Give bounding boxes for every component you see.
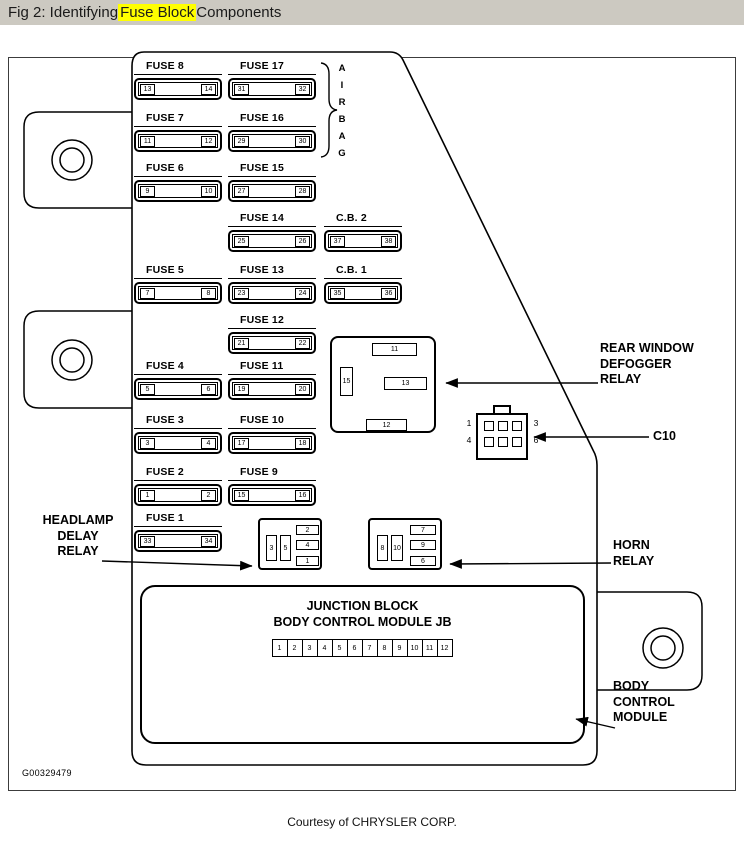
fuse-pin: 31 bbox=[234, 84, 249, 95]
relay-pin: 10 bbox=[391, 535, 403, 561]
circuit-breaker-1 bbox=[324, 264, 402, 304]
fuse-inner bbox=[232, 134, 312, 148]
defogger-relay-label bbox=[600, 341, 694, 388]
airbag-label bbox=[336, 63, 348, 159]
rear-window-defogger-relay bbox=[330, 336, 436, 433]
fuse-body bbox=[228, 130, 316, 152]
relay-pin: 4 bbox=[296, 540, 319, 550]
fuse-inner bbox=[138, 436, 218, 450]
label-line: RELAY bbox=[57, 544, 99, 558]
c10-cavity bbox=[484, 421, 494, 431]
jb-pin: 12 bbox=[437, 639, 453, 657]
fuse-inner bbox=[232, 488, 312, 502]
fuse-inner bbox=[138, 488, 218, 502]
label-line: RELAY bbox=[600, 372, 642, 386]
junction-block-pin-strip bbox=[142, 639, 583, 657]
fuse-body bbox=[228, 230, 316, 252]
fuse-body bbox=[324, 230, 402, 252]
airbag-letter: R bbox=[338, 97, 346, 108]
fuse-inner bbox=[232, 234, 312, 248]
relay-pin: 2 bbox=[296, 525, 319, 535]
fuse-12 bbox=[228, 314, 316, 354]
fuse-label: FUSE 6 bbox=[134, 162, 222, 177]
jb-pin: 10 bbox=[407, 639, 423, 657]
relay-pin: 15 bbox=[340, 367, 353, 396]
label-line: DEFOGGER bbox=[600, 356, 672, 371]
body-control-module-label bbox=[613, 679, 675, 726]
fuse-inner bbox=[328, 234, 398, 248]
fuse-pin: 36 bbox=[381, 288, 396, 299]
fuse-pin: 9 bbox=[140, 186, 155, 197]
fuse-1 bbox=[134, 512, 222, 552]
c10-pin-number: 1 bbox=[466, 418, 472, 428]
headlamp-relay-label bbox=[34, 513, 122, 560]
fuse-body bbox=[228, 78, 316, 100]
fuse-body bbox=[228, 484, 316, 506]
fuse-pin: 14 bbox=[201, 84, 216, 95]
junction-block-title: JUNCTION BLOCK bbox=[306, 599, 419, 613]
label-line: MODULE bbox=[613, 710, 668, 724]
figure-code: G00329479 bbox=[22, 768, 72, 778]
relay-pin: 7 bbox=[410, 525, 436, 535]
mounting-tab-left-bottom bbox=[24, 311, 136, 408]
label-line: REAR WINDOW bbox=[600, 341, 694, 355]
jb-pin: 6 bbox=[347, 639, 363, 657]
c10-pin-number: 4 bbox=[466, 435, 472, 445]
fuse-inner bbox=[328, 286, 398, 300]
fuse-inner bbox=[232, 82, 312, 96]
fuse-8 bbox=[134, 60, 222, 100]
fuse-pin: 21 bbox=[234, 338, 249, 349]
fuse-inner bbox=[138, 134, 218, 148]
figure-title-highlight: Fuse Block bbox=[120, 4, 195, 21]
horn-relay-arrow bbox=[450, 563, 611, 564]
fuse-label: FUSE 12 bbox=[228, 314, 316, 329]
jb-pin: 2 bbox=[287, 639, 303, 657]
jb-pin: 1 bbox=[272, 639, 288, 657]
fuse-3 bbox=[134, 414, 222, 454]
fuse-label: FUSE 8 bbox=[134, 60, 222, 75]
fuse-pin: 19 bbox=[234, 384, 249, 395]
label-line: DELAY bbox=[57, 528, 99, 543]
c10-cavity bbox=[512, 421, 522, 431]
fuse-inner bbox=[138, 184, 218, 198]
fuse-label: FUSE 17 bbox=[228, 60, 316, 75]
fuse-pin: 1 bbox=[140, 490, 155, 501]
relay-pin: 5 bbox=[280, 535, 291, 561]
fuse-label: FUSE 9 bbox=[228, 466, 316, 481]
mounting-tab-right bbox=[592, 592, 702, 690]
fuse-pin: 35 bbox=[330, 288, 345, 299]
fuse-pin: 33 bbox=[140, 536, 155, 547]
fuse-label: FUSE 1 bbox=[134, 512, 222, 527]
jb-pin: 5 bbox=[332, 639, 348, 657]
fuse-body bbox=[134, 530, 222, 552]
relay-pin: 11 bbox=[372, 343, 417, 356]
c10-cavity bbox=[498, 437, 508, 447]
fuse-label: FUSE 16 bbox=[228, 112, 316, 127]
fuse-pin: 8 bbox=[201, 288, 216, 299]
c10-cavity bbox=[484, 437, 494, 447]
fuse-pin: 18 bbox=[295, 438, 310, 449]
fuse-6 bbox=[134, 162, 222, 202]
fuse-pin: 5 bbox=[140, 384, 155, 395]
fuse-pin: 20 bbox=[295, 384, 310, 395]
fuse-label: FUSE 4 bbox=[134, 360, 222, 375]
mounting-tab-left-top bbox=[24, 112, 136, 208]
fuse-pin: 3 bbox=[140, 438, 155, 449]
fuse-body bbox=[134, 130, 222, 152]
fuse-label: FUSE 7 bbox=[134, 112, 222, 127]
fuse-5 bbox=[134, 264, 222, 304]
fuse-label: FUSE 3 bbox=[134, 414, 222, 429]
relay-pin: 12 bbox=[366, 419, 407, 431]
fuse-pin: 24 bbox=[295, 288, 310, 299]
c10-pin-number: 6 bbox=[533, 435, 539, 445]
fuse-label: FUSE 13 bbox=[228, 264, 316, 279]
relay-pin: 6 bbox=[410, 556, 436, 566]
airbag-letter: I bbox=[340, 80, 344, 91]
fuse-14 bbox=[228, 212, 316, 252]
fuse-pin: 10 bbox=[201, 186, 216, 197]
fuse-17 bbox=[228, 60, 316, 100]
fuse-inner bbox=[138, 286, 218, 300]
fuse-body bbox=[228, 282, 316, 304]
fuse-pin: 6 bbox=[201, 384, 216, 395]
jb-pin: 8 bbox=[377, 639, 393, 657]
jb-pin: 11 bbox=[422, 639, 438, 657]
horn-relay-label bbox=[613, 538, 654, 569]
relay-pin: 3 bbox=[266, 535, 277, 561]
fuse-body bbox=[228, 332, 316, 354]
fuse-pin: 12 bbox=[201, 136, 216, 147]
fuse-body bbox=[134, 432, 222, 454]
label-line: HORN bbox=[613, 538, 650, 552]
fuse-label: FUSE 11 bbox=[228, 360, 316, 375]
fuse-inner bbox=[138, 534, 218, 548]
fuse-pin: 26 bbox=[295, 236, 310, 247]
fuse-inner bbox=[138, 82, 218, 96]
junction-block-subtitle: BODY CONTROL MODULE JB bbox=[273, 615, 452, 629]
fuse-pin: 38 bbox=[381, 236, 396, 247]
fuse-body bbox=[228, 432, 316, 454]
fuse-pin: 27 bbox=[234, 186, 249, 197]
fuse-pin: 11 bbox=[140, 136, 155, 147]
fuse-11 bbox=[228, 360, 316, 400]
fuse-body bbox=[134, 378, 222, 400]
fuse-inner bbox=[232, 336, 312, 350]
fuse-body bbox=[134, 282, 222, 304]
airbag-letter: A bbox=[338, 131, 346, 142]
label-line: CONTROL bbox=[613, 694, 675, 709]
fuse-body bbox=[134, 180, 222, 202]
fuse-inner bbox=[232, 382, 312, 396]
fuse-label: C.B. 2 bbox=[324, 212, 402, 227]
airbag-letter: B bbox=[338, 114, 346, 125]
jb-pin: 4 bbox=[317, 639, 333, 657]
fuse-pin: 17 bbox=[234, 438, 249, 449]
relay-pin: 13 bbox=[384, 377, 427, 390]
relay-pin: 8 bbox=[377, 535, 388, 561]
fuse-label: FUSE 15 bbox=[228, 162, 316, 177]
fuse-body bbox=[228, 180, 316, 202]
fuse-label: C.B. 1 bbox=[324, 264, 402, 279]
figure-title-suffix: Components bbox=[196, 4, 282, 21]
fuse-pin: 28 bbox=[295, 186, 310, 197]
fuse-body bbox=[134, 78, 222, 100]
fuse-inner bbox=[232, 286, 312, 300]
fuse-16 bbox=[228, 112, 316, 152]
c10-label: C10 bbox=[653, 429, 676, 443]
junction-block bbox=[140, 585, 585, 744]
fuse-pin: 13 bbox=[140, 84, 155, 95]
relay-pin: 1 bbox=[296, 556, 319, 566]
fuse-inner bbox=[232, 436, 312, 450]
fuse-15 bbox=[228, 162, 316, 202]
fuse-label: FUSE 14 bbox=[228, 212, 316, 227]
fuse-13 bbox=[228, 264, 316, 304]
c10-connector bbox=[466, 405, 539, 460]
fuse-label: FUSE 5 bbox=[134, 264, 222, 279]
fuse-label: FUSE 2 bbox=[134, 466, 222, 481]
fuse-9 bbox=[228, 466, 316, 506]
c10-cavity bbox=[512, 437, 522, 447]
courtesy-text: Courtesy of CHRYSLER CORP. bbox=[287, 815, 457, 829]
fuse-pin: 25 bbox=[234, 236, 249, 247]
headlamp-delay-relay bbox=[258, 518, 322, 570]
fuse-4 bbox=[134, 360, 222, 400]
circuit-breaker-2 bbox=[324, 212, 402, 252]
fuse-pin: 7 bbox=[140, 288, 155, 299]
relay-pin: 9 bbox=[410, 540, 436, 550]
fuse-pin: 32 bbox=[295, 84, 310, 95]
c10-pin-number: 3 bbox=[533, 418, 539, 428]
jb-pin: 3 bbox=[302, 639, 318, 657]
fuse-pin: 2 bbox=[201, 490, 216, 501]
label-line: RELAY bbox=[613, 553, 655, 568]
fuse-body bbox=[324, 282, 402, 304]
c10-cavity bbox=[498, 421, 508, 431]
fuse-pin: 15 bbox=[234, 490, 249, 501]
fuse-pin: 4 bbox=[201, 438, 216, 449]
fuse-body bbox=[134, 484, 222, 506]
fuse-inner bbox=[138, 382, 218, 396]
fuse-pin: 30 bbox=[295, 136, 310, 147]
fuse-10 bbox=[228, 414, 316, 454]
fuse-pin: 34 bbox=[201, 536, 216, 547]
airbag-letter: G bbox=[338, 148, 346, 159]
fuse-2 bbox=[134, 466, 222, 506]
airbag-letter: A bbox=[338, 63, 346, 74]
fuse-pin: 22 bbox=[295, 338, 310, 349]
fuse-7 bbox=[134, 112, 222, 152]
jb-pin: 9 bbox=[392, 639, 408, 657]
c10-body bbox=[476, 413, 528, 460]
fuse-body bbox=[228, 378, 316, 400]
figure-title-prefix: Fig 2: Identifying bbox=[8, 4, 119, 21]
fuse-pin: 29 bbox=[234, 136, 249, 147]
fuse-pin: 37 bbox=[330, 236, 345, 247]
fuse-label: FUSE 10 bbox=[228, 414, 316, 429]
fuse-inner bbox=[232, 184, 312, 198]
horn-relay bbox=[368, 518, 442, 570]
label-line: BODY bbox=[613, 679, 650, 693]
fuse-pin: 16 bbox=[295, 490, 310, 501]
jb-pin: 7 bbox=[362, 639, 378, 657]
fuse-pin: 23 bbox=[234, 288, 249, 299]
label-line: HEADLAMP bbox=[42, 513, 114, 527]
